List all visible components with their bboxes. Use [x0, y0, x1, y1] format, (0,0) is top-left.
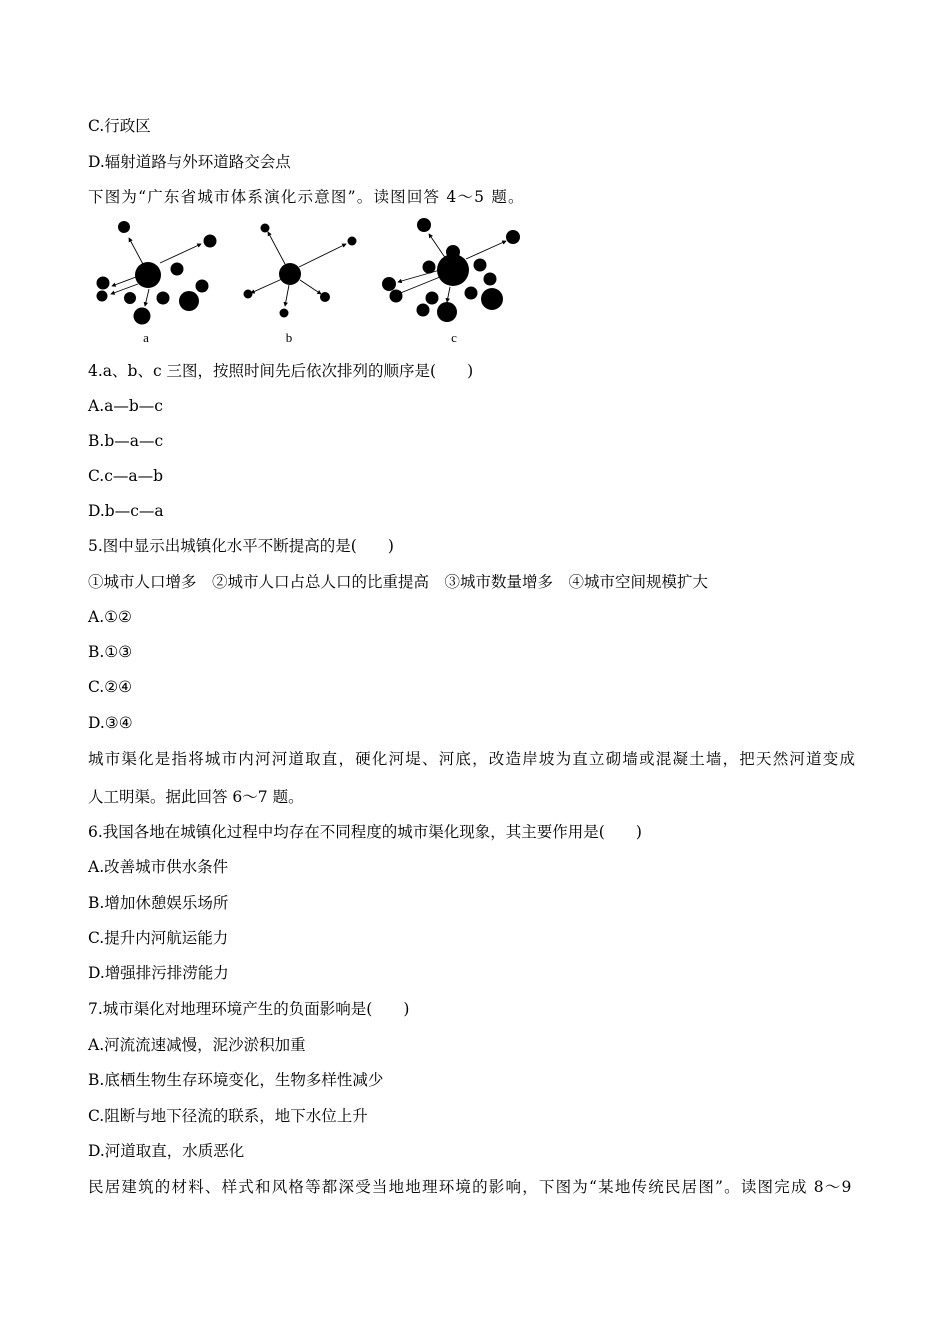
q6-option-d: D.增强排污排涝能力	[88, 964, 229, 982]
q7-option-d: D.河道取直，水质恶化	[88, 1142, 245, 1160]
city-node	[97, 291, 108, 302]
city-node	[179, 291, 199, 311]
city-node	[134, 308, 151, 325]
city-node	[157, 292, 170, 305]
q6-option-b: B.增加休憩娱乐场所	[88, 894, 229, 912]
city-node	[280, 309, 289, 318]
q5-option-c: C.②④	[88, 678, 133, 696]
city-node	[481, 288, 503, 310]
intro-4-5: 下图为“广东省城市体系演化示意图”。读图回答 4～5 题。	[88, 188, 525, 206]
city-node	[474, 259, 487, 272]
caption-b: b	[285, 330, 293, 345]
city-node	[196, 280, 209, 293]
city-node	[97, 277, 110, 290]
city-node	[320, 292, 330, 302]
question-7: 7.城市渠化对地理环境产生的负面影响是( )	[88, 1000, 410, 1018]
city-node	[423, 261, 436, 274]
city-node	[204, 235, 217, 248]
caption-a: a	[143, 330, 149, 345]
q6-option-c: C.提升内河航运能力	[88, 929, 229, 947]
question-4: 4.a、b、c 三图，按照时间先后依次排列的顺序是( )	[88, 362, 474, 380]
city-system-evolution-figure	[88, 214, 538, 349]
city-node	[348, 237, 357, 246]
q4-option-d: D.b—c—a	[88, 502, 164, 520]
intro-6-7-line1: 城市渠化是指将城市内河河道取直，硬化河堤、河底，改造岸坡为直立砌墙或混凝土墙，把天然河道变成	[88, 750, 857, 768]
city-node	[446, 245, 460, 259]
question-5: 5.图中显示出城镇化水平不断提高的是( )	[88, 537, 394, 555]
question-6: 6.我国各地在城镇化过程中均存在不同程度的城市渠化现象，其主要作用是( )	[88, 823, 642, 841]
city-node	[118, 221, 130, 233]
q4-option-c: C.c—a—b	[88, 467, 164, 485]
q7-option-a: A.河流流速减慢，泥沙淤积加重	[88, 1036, 306, 1054]
caption-c: c	[451, 330, 457, 345]
intro-6-7-line2: 人工明渠。据此回答 6～7 题。	[88, 788, 304, 806]
diagram-b	[244, 224, 357, 318]
city-node	[465, 287, 478, 300]
city-node	[261, 224, 270, 233]
diagram-c	[382, 218, 520, 322]
city-node	[124, 292, 136, 304]
q5-option-d: D.③④	[88, 714, 133, 732]
q5-option-b: B.①③	[88, 643, 133, 661]
city-node	[417, 218, 431, 232]
city-node	[171, 263, 184, 276]
q3-option-d: D.辐射道路与外环道路交会点	[88, 153, 291, 171]
q5-statements: ①城市人口增多 ②城市人口占总人口的比重提高 ③城市数量增多 ④城市空间规模扩大	[88, 573, 709, 591]
city-node	[437, 302, 457, 322]
q4-option-b: B.b—a—c	[88, 432, 164, 450]
city-node	[426, 292, 439, 305]
city-node	[417, 304, 430, 317]
q6-option-a: A.改善城市供水条件	[88, 858, 229, 876]
city-node	[279, 263, 301, 285]
city-node	[484, 273, 497, 286]
diagram-a	[97, 221, 217, 325]
city-node	[506, 230, 520, 244]
q7-option-c: C.阻断与地下径流的联系，地下水位上升	[88, 1107, 368, 1125]
q5-option-a: A.①②	[88, 608, 132, 626]
intro-8-9: 民居建筑的材料、样式和风格等都深受当地地理环境的影响，下图为“某地传统民居图”。读图完成 8～9	[88, 1178, 853, 1196]
q7-option-b: B.底栖生物生存环境变化，生物多样性减少	[88, 1071, 384, 1089]
q3-option-c: C.行政区	[88, 117, 151, 135]
q4-option-a: A.a—b—c	[88, 397, 163, 415]
city-node	[390, 290, 403, 303]
city-node	[135, 262, 161, 288]
city-node	[382, 277, 396, 291]
city-node	[244, 290, 253, 299]
